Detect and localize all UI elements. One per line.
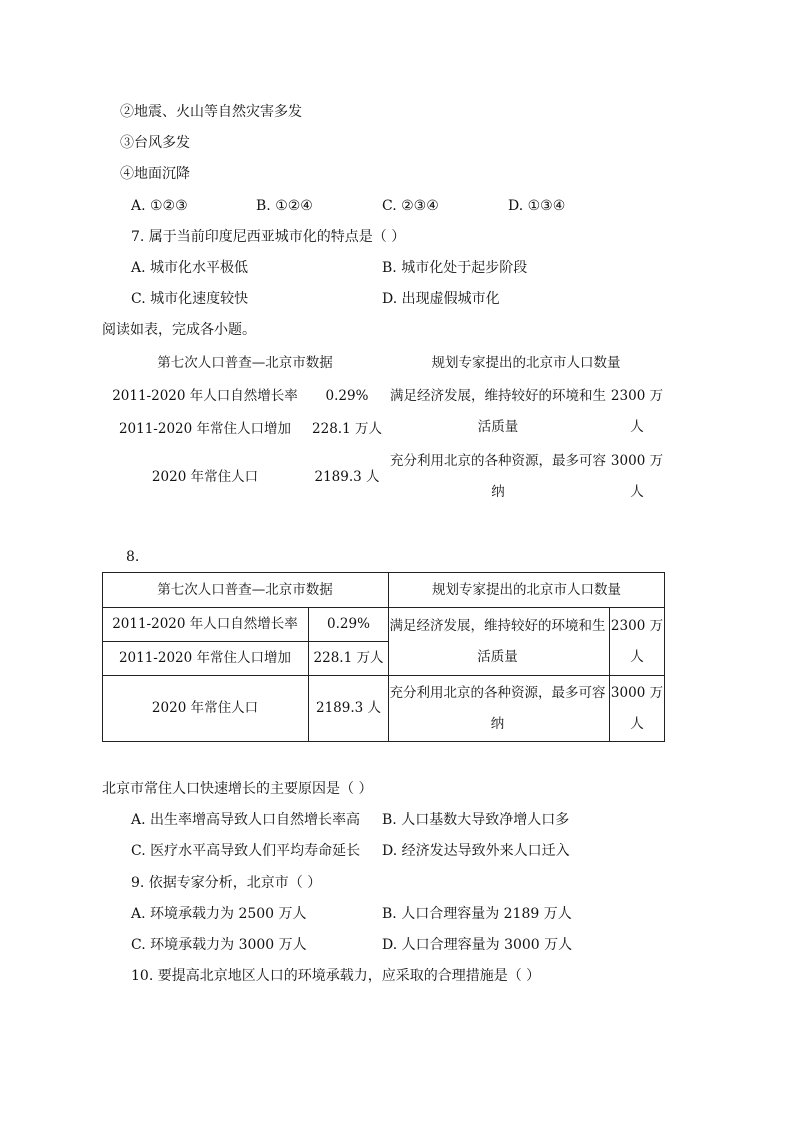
preview-plan-1-number: 2300 万 人	[610, 388, 664, 435]
q7-option-d: D. 出现虚假城市化	[382, 291, 500, 307]
table-row-1-value: 0.29%	[327, 616, 370, 632]
table-border-right	[664, 572, 665, 742]
q6-option-a: A. ①②③	[131, 198, 188, 214]
table-plan-1-condition: 满足经济发展，维持较好的环境和生 活质量	[389, 617, 606, 665]
table-row-3-value: 2189.3 人	[315, 700, 382, 716]
preview-row-2-label: 2011-2020 年常住人口增加	[118, 420, 292, 437]
table-border-bottom	[102, 741, 664, 742]
preview-row-1-label: 2011-2020 年人口自然增长率	[112, 387, 298, 404]
preview-row-1-value: 0.29%	[325, 387, 369, 404]
q10-stem: 10. 要提高北京地区人口的环境承载力，应采取的合理措施是（ ）	[131, 968, 541, 984]
q7-stem: 7. 属于当前印度尼西亚城市化的特点是（ ）	[131, 229, 406, 245]
q6-option-c: C. ②③④	[382, 198, 439, 214]
table-right-header: 规划专家提出的北京市人口数量	[432, 581, 621, 598]
option-line-2: ②地震、火山等自然灾害多发	[120, 104, 302, 120]
q6-option-b: B. ①②④	[256, 198, 313, 214]
preview-left-header: 第七次人口普查—北京市数据	[157, 354, 333, 371]
reading-intro: 阅读如表，完成各小题。	[102, 322, 256, 338]
q7-option-b: B. 城市化处于起步阶段	[382, 260, 528, 276]
q8-option-a: A. 出生率增高导致人口自然增长率高	[131, 812, 361, 828]
preview-plan-2-number: 3000 万 人	[610, 453, 664, 500]
preview-row-3-label: 2020 年常住人口	[151, 468, 259, 485]
option-line-4: ④地面沉降	[120, 166, 190, 182]
q8-option-c: C. 医疗水平高导致人们平均寿命延长	[131, 843, 361, 859]
table-row-2-value: 228.1 万人	[313, 650, 384, 666]
q9-stem: 9. 依据专家分析，北京市（ ）	[131, 875, 322, 891]
option-line-3: ③台风多发	[120, 135, 190, 151]
preview-row-2-value: 228.1 万人	[312, 420, 382, 437]
q7-option-c: C. 城市化速度较快	[131, 291, 249, 307]
q9-option-b: B. 人口合理容量为 2189 万人	[382, 906, 572, 922]
table-row-3-label: 2020 年常住人口	[151, 700, 259, 716]
q6-option-d: D. ①③④	[508, 198, 566, 214]
table-row-2-label: 2011-2020 年常住人口增加	[118, 650, 292, 666]
q9-option-d: D. 人口合理容量为 3000 万人	[382, 937, 573, 953]
table-plan-2-number: 3000 万 人	[610, 684, 664, 732]
preview-row-3-value: 2189.3 人	[314, 468, 380, 485]
table-plan-2-condition: 充分利用北京的各种资源，最多可容 纳	[389, 684, 606, 732]
q8-option-b: B. 人口基数大导致净增人口多	[382, 812, 570, 828]
q9-option-a: A. 环境承载力为 2500 万人	[131, 906, 307, 922]
q8-option-d: D. 经济发达导致外来人口迁入	[382, 843, 570, 859]
q9-option-c: C. 环境承载力为 3000 万人	[131, 937, 307, 953]
table-plan-1-number: 2300 万 人	[610, 617, 664, 665]
preview-plan-2-condition: 充分利用北京的各种资源，最多可容 纳	[390, 453, 606, 500]
preview-plan-1-condition: 满足经济发展，维持较好的环境和生 活质量	[390, 388, 606, 435]
table-left-header: 第七次人口普查—北京市数据	[157, 581, 333, 598]
table-row-1-label: 2011-2020 年人口自然增长率	[112, 616, 298, 632]
q7-option-a: A. 城市化水平极低	[131, 260, 249, 276]
q8-number: 8.	[126, 549, 140, 565]
preview-right-header: 规划专家提出的北京市人口数量	[431, 354, 621, 371]
q8-stem: 北京市常住人口快速增长的主要原因是（ ）	[102, 781, 373, 797]
